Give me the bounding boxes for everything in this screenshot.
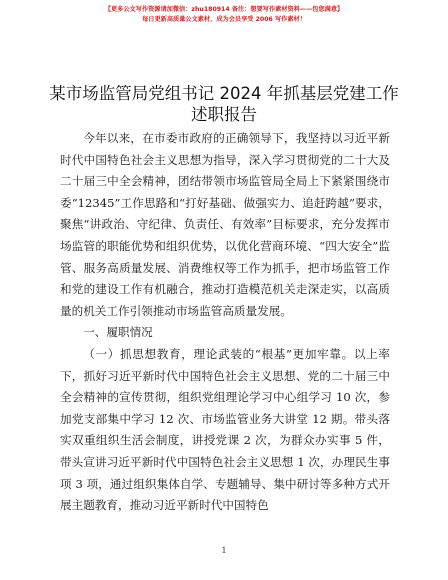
promo-banner-line-2: 每日更新高质量公文素材，成为会员享受 2006 写作素材！ bbox=[142, 16, 306, 23]
section-heading: 一、履职情况 bbox=[83, 325, 153, 340]
document-title-line-1: 某市场监管局党组书记 2024 年抓基层党建工作 bbox=[49, 84, 399, 103]
intro-paragraph: 今年以来，在市委市政府的正确领导下，我坚持以习近平新时代中国特色社会主义思想为指导，深入学习贯彻党的二十大及二十届三中全会精神，团结带领市场监管局全局上下紧紧围绕市委“12345”工作思路和“打好基础、做强实力、追赶跨越”要求，聚焦“讲政治、守纪律、负责任、有效率”目标要求，充分发挥市场监管的职能优势和组织优势，以优化营商环境、“四大安全”监管、服务高质量发展、消费维权等工作为抓手，把市场监管工作和党的建设工作有机融合，推动打造模范机关走深走实，以高质量的机关工作引领推动市场监管高质量发展。 bbox=[60, 131, 390, 318]
promo-banner-line-1: 【更多公文写作资源请加微信：zhu180914 备注：想要写作素材资料——包您满意】 bbox=[104, 6, 344, 13]
document-title-line-2: 述职报告 bbox=[191, 105, 257, 124]
document-body bbox=[60, 128, 390, 517]
page-number: 1 bbox=[221, 546, 227, 555]
section-paragraph: （一）抓思想教育，理论武装的“根基”更加牢靠。以上率下，抓好习近平新时代中国特色社会主义思想、党的二十届三中全会精神的宣传贯彻，组织党组理论学习中心组学习 10 次，参加党支部集中学习 12 次、市场监管业务大讲堂 12 期。带头落实双重组织生活会制度，讲授党课 2 次，为群众办实事 5 件，带头宣讲习近平新时代中国特色社会主义思想 1 次，办理民生事项 3 项，通过组织集体自学、专题辅导、集中研讨等多种方式开展主题教育，推动习近平新时代中国特色 bbox=[60, 346, 390, 513]
